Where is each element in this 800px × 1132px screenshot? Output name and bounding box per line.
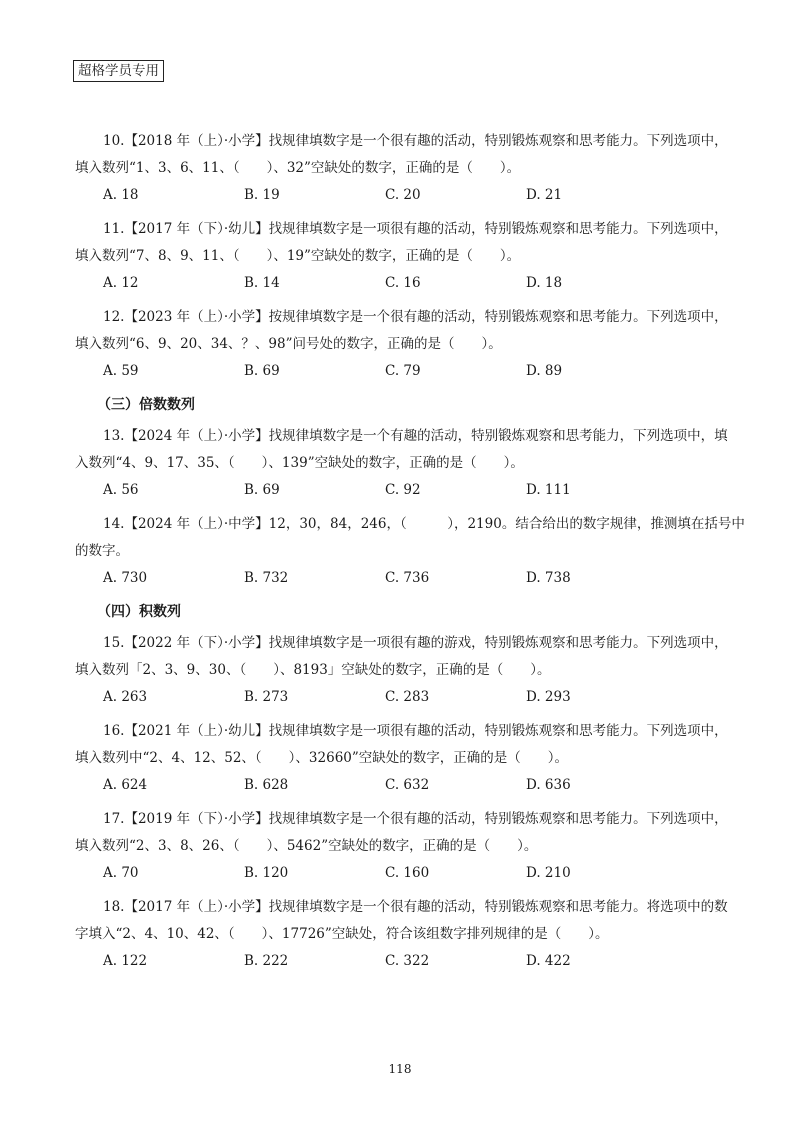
- option-row: [103, 565, 743, 592]
- option-b[interactable]: B. 120: [244, 865, 289, 881]
- question-item: [75, 718, 743, 799]
- question-stem: 12.【2023 年（上）·小学】按规律填数字是一个很有趣的活动，特别锻炼观察和思考能力。下列选项中，: [103, 309, 728, 325]
- option-row: [103, 270, 743, 297]
- option-c[interactable]: C. 322: [385, 953, 430, 969]
- question-stem: 13.【2024 年（上）·小学】找规律填数字是一个有趣的活动，特别锻炼观察和思考能力，下列选项中，填: [103, 428, 728, 444]
- option-c[interactable]: C. 79: [385, 363, 421, 379]
- option-row: [103, 477, 743, 504]
- question-stem: 10.【2018 年（上）·小学】找规律填数字是一个很有趣的活动，特别锻炼观察和思考能力。下列选项中，: [103, 133, 728, 149]
- page-number: 118: [388, 1062, 412, 1076]
- option-d[interactable]: D. 636: [526, 777, 571, 793]
- option-d[interactable]: D. 18: [526, 275, 563, 291]
- option-b[interactable]: B. 69: [244, 482, 280, 498]
- option-row: [103, 358, 743, 385]
- option-b[interactable]: B. 628: [244, 777, 289, 793]
- question-item: [75, 511, 745, 592]
- option-d[interactable]: D. 111: [526, 482, 571, 498]
- option-b[interactable]: B. 19: [244, 187, 280, 203]
- option-d[interactable]: D. 21: [526, 187, 563, 203]
- option-a[interactable]: A. 624: [103, 777, 148, 793]
- question-stem-continued: 填入数列“1、3、6、11、（ ）、32”空缺处的数字，正确的是（ ）。: [75, 160, 521, 176]
- option-d[interactable]: D. 738: [526, 570, 571, 586]
- question-stem: 16.【2021 年（上）·幼儿】找规律填数字是一项很有趣的活动，特别锻炼观察和思考能力。下列选项中，: [103, 723, 728, 739]
- option-a[interactable]: A. 18: [103, 187, 139, 203]
- question-item: [75, 894, 743, 975]
- section-heading: （四）积数列: [97, 604, 181, 620]
- question-stem-continued: 填入数列中“2、4、12、52、（ ）、32660”空缺处的数字，正确的是（ ）。: [75, 750, 569, 766]
- header-tag: 超格学员专用: [73, 60, 164, 82]
- option-d[interactable]: D. 422: [526, 953, 571, 969]
- option-a[interactable]: A. 70: [103, 865, 139, 881]
- question-stem-continued: 填入数列「2、3、9、30、（ ）、8193」空缺处的数字，正确的是（ ）。: [75, 662, 551, 678]
- option-b[interactable]: B. 222: [244, 953, 289, 969]
- option-row: [103, 684, 743, 711]
- question-item: [75, 806, 743, 887]
- section-heading: （三）倍数数列: [97, 397, 195, 413]
- option-a[interactable]: A. 122: [103, 953, 148, 969]
- option-a[interactable]: A. 263: [103, 689, 148, 705]
- question-list: [75, 128, 745, 982]
- option-c[interactable]: C. 283: [385, 689, 430, 705]
- question-stem-continued: 填入数列“6、9、20、34、？、98”问号处的数字，正确的是（ ）。: [75, 336, 502, 352]
- question-stem: 17.【2019 年（下）·小学】找规律填数字是一个很有趣的活动，特别锻炼观察和思考能力。下列选项中，: [103, 811, 728, 827]
- question-stem-continued: 填入数列“2、3、8、26、（ ）、5462”空缺处的数字，正确的是（ ）。: [75, 838, 538, 854]
- question-item: [75, 304, 743, 385]
- question-item: [75, 128, 743, 209]
- option-row: [103, 948, 743, 975]
- option-a[interactable]: A. 12: [103, 275, 139, 291]
- option-d[interactable]: D. 293: [526, 689, 571, 705]
- question-stem: 11.【2017 年（下）·幼儿】找规律填数字是一项很有趣的活动，特别锻炼观察和思考能力。下列选项中，: [103, 221, 728, 237]
- option-a[interactable]: A. 56: [103, 482, 139, 498]
- option-b[interactable]: B. 732: [244, 570, 289, 586]
- question-stem-continued: 填入数列“7、8、9、11、（ ）、19”空缺处的数字，正确的是（ ）。: [75, 248, 521, 264]
- question-stem-continued: 字填入“2、4、10、42、（ ）、17726”空缺处，符合该组数字排列规律的是（ ）。: [75, 926, 609, 942]
- option-c[interactable]: C. 20: [385, 187, 421, 203]
- option-row: [103, 182, 743, 209]
- option-row: [103, 772, 743, 799]
- question-stem: 15.【2022 年（下）·小学】找规律填数字是一项很有趣的游戏，特别锻炼观察和思考能力。下列选项中，: [103, 635, 728, 651]
- option-c[interactable]: C. 160: [385, 865, 430, 881]
- option-c[interactable]: C. 632: [385, 777, 430, 793]
- option-c[interactable]: C. 16: [385, 275, 421, 291]
- question-stem-continued: 的数字。: [75, 543, 129, 559]
- question-item: [75, 423, 743, 504]
- option-b[interactable]: B. 69: [244, 363, 280, 379]
- question-stem: 14.【2024 年（上）·中学】12，30，84，246，（ ），2190。结合给出的数字规律，推测填在括号中: [103, 516, 745, 532]
- option-a[interactable]: A. 59: [103, 363, 139, 379]
- option-a[interactable]: A. 730: [103, 570, 148, 586]
- question-stem: 18.【2017 年（上）·小学】找规律填数字是一个很有趣的活动，特别锻炼观察和思考能力。将选项中的数: [103, 899, 728, 915]
- option-b[interactable]: B. 273: [244, 689, 289, 705]
- option-d[interactable]: D. 210: [526, 865, 571, 881]
- option-c[interactable]: C. 736: [385, 570, 430, 586]
- question-item: [75, 216, 743, 297]
- option-row: [103, 860, 743, 887]
- question-item: [75, 630, 743, 711]
- option-c[interactable]: C. 92: [385, 482, 421, 498]
- option-d[interactable]: D. 89: [526, 363, 563, 379]
- option-b[interactable]: B. 14: [244, 275, 280, 291]
- question-stem-continued: 入数列“4、9、17、35、（ ）、139”空缺处的数字，正确的是（ ）。: [75, 455, 524, 471]
